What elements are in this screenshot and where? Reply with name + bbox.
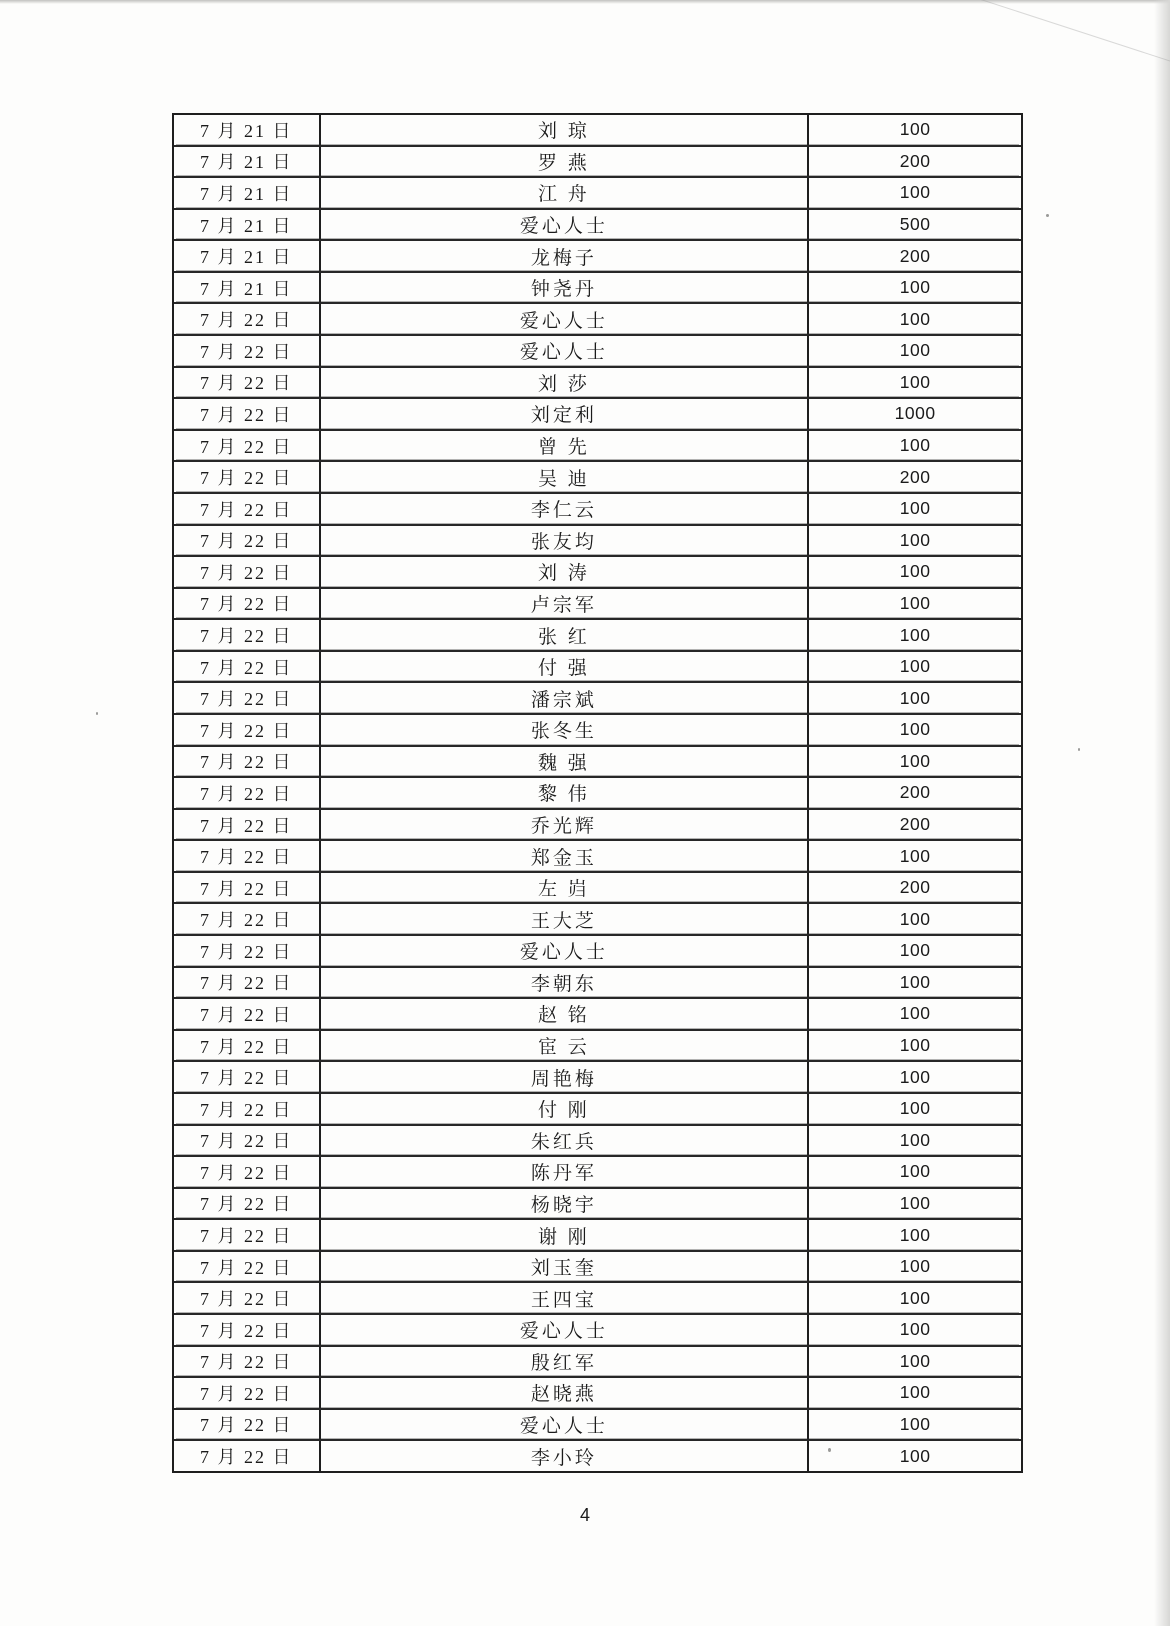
table-row bbox=[174, 745, 1021, 777]
cell-name: 殷红军 bbox=[321, 1347, 810, 1377]
cell-name: 李朝东 bbox=[321, 968, 810, 998]
cell-amount: 200 bbox=[899, 782, 931, 803]
cell-amount: 100 bbox=[899, 656, 931, 677]
table-row bbox=[174, 871, 1021, 903]
cell-name: 爱心人士 bbox=[321, 1410, 810, 1440]
cell-date: 7 月 22 日 bbox=[174, 999, 321, 1029]
table-row bbox=[174, 429, 1021, 461]
table-row bbox=[174, 492, 1021, 524]
table-row bbox=[174, 902, 1021, 934]
cell-amount: 100 bbox=[899, 1445, 931, 1466]
cell-amount: 100 bbox=[899, 624, 931, 645]
table-row bbox=[174, 966, 1021, 998]
cell-date: 7 月 22 日 bbox=[174, 683, 321, 713]
cell-name: 张冬生 bbox=[321, 715, 810, 745]
cell-amount: 100 bbox=[899, 1161, 931, 1182]
cell-date: 7 月 22 日 bbox=[174, 368, 321, 398]
cell-amount: 100 bbox=[899, 529, 931, 550]
cell-date: 7 月 22 日 bbox=[174, 494, 321, 524]
cell-date: 7 月 22 日 bbox=[174, 1220, 321, 1250]
cell-amount: 200 bbox=[899, 814, 931, 834]
table-row bbox=[174, 115, 1021, 145]
cell-date: 7 月 21 日 bbox=[174, 147, 321, 177]
table-row bbox=[174, 587, 1021, 619]
table-row bbox=[174, 1408, 1021, 1440]
cell-name: 刘玉奎 bbox=[321, 1252, 810, 1282]
cell-name: 杨晓宇 bbox=[321, 1189, 810, 1219]
cell-name: 李小玲 bbox=[321, 1441, 810, 1471]
cell-amount: 100 bbox=[899, 1382, 931, 1403]
cell-date: 7 月 22 日 bbox=[174, 1347, 321, 1377]
cell-name: 魏 强 bbox=[321, 747, 810, 777]
cell-date: 7 月 22 日 bbox=[174, 1157, 321, 1187]
cell-date: 7 月 22 日 bbox=[174, 1378, 321, 1408]
cell-amount: 100 bbox=[899, 687, 931, 708]
cell-name: 张友均 bbox=[321, 526, 810, 556]
cell-name: 潘宗斌 bbox=[321, 683, 810, 713]
table-row bbox=[174, 366, 1021, 398]
table-row bbox=[174, 997, 1021, 1029]
cell-amount: 100 bbox=[899, 561, 931, 582]
cell-name: 付 刚 bbox=[321, 1094, 810, 1124]
table-row bbox=[174, 334, 1021, 366]
cell-date: 7 月 22 日 bbox=[174, 715, 321, 745]
cell-amount: 200 bbox=[899, 466, 931, 487]
cell-amount: 100 bbox=[899, 750, 931, 771]
table-row bbox=[174, 1187, 1021, 1219]
scan-speckle bbox=[1078, 748, 1080, 751]
cell-amount: 100 bbox=[899, 119, 931, 140]
cell-date: 7 月 21 日 bbox=[174, 273, 321, 303]
cell-name: 曾 先 bbox=[321, 431, 810, 461]
table-row bbox=[174, 1281, 1021, 1313]
table-row bbox=[174, 1124, 1021, 1156]
cell-amount: 1000 bbox=[894, 403, 936, 424]
table-row bbox=[174, 1029, 1021, 1061]
table-row bbox=[174, 1092, 1021, 1124]
cell-name: 爱心人士 bbox=[321, 304, 810, 334]
cell-amount: 100 bbox=[899, 1350, 931, 1371]
table-row bbox=[174, 776, 1021, 808]
cell-date: 7 月 21 日 bbox=[174, 210, 321, 240]
cell-date: 7 月 22 日 bbox=[174, 589, 321, 619]
cell-amount: 100 bbox=[899, 1003, 931, 1024]
cell-amount: 100 bbox=[899, 308, 931, 329]
table-row bbox=[174, 524, 1021, 556]
cell-name: 李仁云 bbox=[321, 494, 810, 524]
cell-date: 7 月 22 日 bbox=[174, 841, 321, 871]
cell-amount: 100 bbox=[899, 435, 931, 456]
page-number: 4 bbox=[579, 1505, 590, 1525]
cell-name: 乔光辉 bbox=[321, 810, 810, 840]
cell-name: 江 舟 bbox=[321, 178, 810, 208]
scan-speckle bbox=[1046, 214, 1049, 217]
cell-date: 7 月 22 日 bbox=[174, 936, 321, 966]
cell-date: 7 月 22 日 bbox=[174, 873, 321, 903]
cell-amount: 100 bbox=[899, 1319, 931, 1340]
cell-date: 7 月 22 日 bbox=[174, 1283, 321, 1313]
cell-amount: 100 bbox=[899, 182, 931, 203]
cell-name: 黎 伟 bbox=[321, 778, 810, 808]
table-row bbox=[174, 555, 1021, 587]
table-row bbox=[174, 1155, 1021, 1187]
table-row bbox=[174, 1376, 1021, 1408]
cell-date: 7 月 22 日 bbox=[174, 620, 321, 650]
table-row bbox=[174, 176, 1021, 208]
cell-date: 7 月 22 日 bbox=[174, 1031, 321, 1061]
table-row bbox=[174, 397, 1021, 429]
cell-name: 宦 云 bbox=[321, 1031, 810, 1061]
table-row bbox=[174, 1250, 1021, 1282]
cell-date: 7 月 22 日 bbox=[174, 747, 321, 777]
cell-amount: 100 bbox=[899, 1256, 931, 1277]
cell-amount: 100 bbox=[899, 1287, 931, 1308]
table-row bbox=[174, 650, 1021, 682]
cell-name: 爱心人士 bbox=[321, 210, 810, 240]
cell-name: 谢 刚 bbox=[321, 1220, 810, 1250]
cell-name: 刘 莎 bbox=[321, 368, 810, 398]
table-row bbox=[174, 145, 1021, 177]
cell-date: 7 月 22 日 bbox=[174, 1189, 321, 1219]
scan-fold-mark bbox=[946, 0, 1170, 69]
cell-amount: 100 bbox=[899, 498, 931, 519]
table-row bbox=[174, 460, 1021, 492]
cell-date: 7 月 22 日 bbox=[174, 399, 321, 429]
cell-amount: 100 bbox=[899, 1035, 931, 1056]
cell-name: 周艳梅 bbox=[321, 1062, 810, 1092]
table-row bbox=[174, 208, 1021, 240]
cell-date: 7 月 22 日 bbox=[174, 778, 321, 808]
cell-name: 爱心人士 bbox=[321, 1315, 810, 1345]
cell-date: 7 月 22 日 bbox=[174, 968, 321, 998]
cell-date: 7 月 22 日 bbox=[174, 1315, 321, 1345]
cell-date: 7 月 22 日 bbox=[174, 1062, 321, 1092]
cell-date: 7 月 22 日 bbox=[174, 431, 321, 461]
cell-date: 7 月 22 日 bbox=[174, 810, 321, 840]
cell-name: 张 红 bbox=[321, 620, 810, 650]
cell-date: 7 月 21 日 bbox=[174, 241, 321, 271]
cell-name: 卢宗军 bbox=[321, 589, 810, 619]
cell-name: 刘定利 bbox=[321, 399, 810, 429]
cell-name: 爱心人士 bbox=[321, 936, 810, 966]
table-row bbox=[174, 1060, 1021, 1092]
cell-amount: 200 bbox=[899, 245, 931, 266]
cell-amount: 100 bbox=[899, 719, 931, 740]
cell-amount: 100 bbox=[899, 1413, 931, 1434]
cell-name: 郑金玉 bbox=[321, 841, 810, 871]
cell-name: 罗 燕 bbox=[321, 147, 810, 177]
cell-amount: 100 bbox=[899, 592, 931, 613]
cell-name: 刘 琼 bbox=[321, 115, 810, 145]
cell-amount: 100 bbox=[899, 845, 931, 866]
cell-amount: 200 bbox=[899, 877, 931, 898]
scan-edge-right bbox=[1154, 0, 1170, 1626]
table-row bbox=[174, 934, 1021, 966]
cell-date: 7 月 22 日 bbox=[174, 904, 321, 934]
cell-date: 7 月 22 日 bbox=[174, 1126, 321, 1156]
table-row bbox=[174, 681, 1021, 713]
cell-name: 赵晓燕 bbox=[321, 1378, 810, 1408]
scan-speckle bbox=[96, 712, 98, 715]
table-row bbox=[174, 808, 1021, 840]
cell-name: 付 强 bbox=[321, 652, 810, 682]
cell-date: 7 月 21 日 bbox=[174, 115, 321, 145]
cell-name: 龙梅子 bbox=[321, 241, 810, 271]
cell-date: 7 月 22 日 bbox=[174, 557, 321, 587]
cell-name: 钟尧丹 bbox=[321, 273, 810, 303]
cell-name: 吴 迪 bbox=[321, 462, 810, 492]
table-row bbox=[174, 1439, 1021, 1471]
cell-date: 7 月 22 日 bbox=[174, 652, 321, 682]
cell-amount: 100 bbox=[899, 340, 931, 361]
cell-amount: 100 bbox=[899, 1066, 931, 1087]
cell-amount: 100 bbox=[899, 1224, 931, 1245]
table-row bbox=[174, 1345, 1021, 1377]
cell-name: 爱心人士 bbox=[321, 336, 810, 366]
cell-date: 7 月 22 日 bbox=[174, 1410, 321, 1440]
table-row bbox=[174, 713, 1021, 745]
cell-amount: 100 bbox=[899, 277, 931, 298]
cell-name: 朱红兵 bbox=[321, 1126, 810, 1156]
cell-date: 7 月 22 日 bbox=[174, 1094, 321, 1124]
cell-name: 刘 涛 bbox=[321, 557, 810, 587]
table-row bbox=[174, 239, 1021, 271]
cell-date: 7 月 22 日 bbox=[174, 462, 321, 492]
cell-name: 陈丹军 bbox=[321, 1157, 810, 1187]
cell-amount: 500 bbox=[899, 214, 931, 235]
table-row bbox=[174, 839, 1021, 871]
donation-table bbox=[172, 113, 1023, 1473]
cell-amount: 100 bbox=[899, 908, 931, 929]
cell-name: 左 岿 bbox=[321, 873, 810, 903]
cell-date: 7 月 22 日 bbox=[174, 526, 321, 556]
cell-date: 7 月 22 日 bbox=[174, 1441, 321, 1471]
cell-amount: 100 bbox=[899, 971, 931, 992]
cell-date: 7 月 22 日 bbox=[174, 1252, 321, 1282]
cell-amount: 100 bbox=[899, 940, 931, 961]
cell-date: 7 月 21 日 bbox=[174, 178, 321, 208]
cell-name: 王四宝 bbox=[321, 1283, 810, 1313]
table-row bbox=[174, 302, 1021, 334]
table-row bbox=[174, 271, 1021, 303]
cell-name: 赵 铭 bbox=[321, 999, 810, 1029]
cell-name: 王大芝 bbox=[321, 904, 810, 934]
cell-amount: 200 bbox=[899, 150, 931, 171]
cell-date: 7 月 22 日 bbox=[174, 336, 321, 366]
cell-amount: 100 bbox=[899, 1129, 931, 1150]
cell-date: 7 月 22 日 bbox=[174, 304, 321, 334]
table-row bbox=[174, 1218, 1021, 1250]
cell-amount: 100 bbox=[899, 1098, 931, 1119]
cell-amount: 100 bbox=[899, 371, 931, 392]
cell-amount: 100 bbox=[899, 1192, 931, 1213]
table-row bbox=[174, 618, 1021, 650]
table-row bbox=[174, 1313, 1021, 1345]
